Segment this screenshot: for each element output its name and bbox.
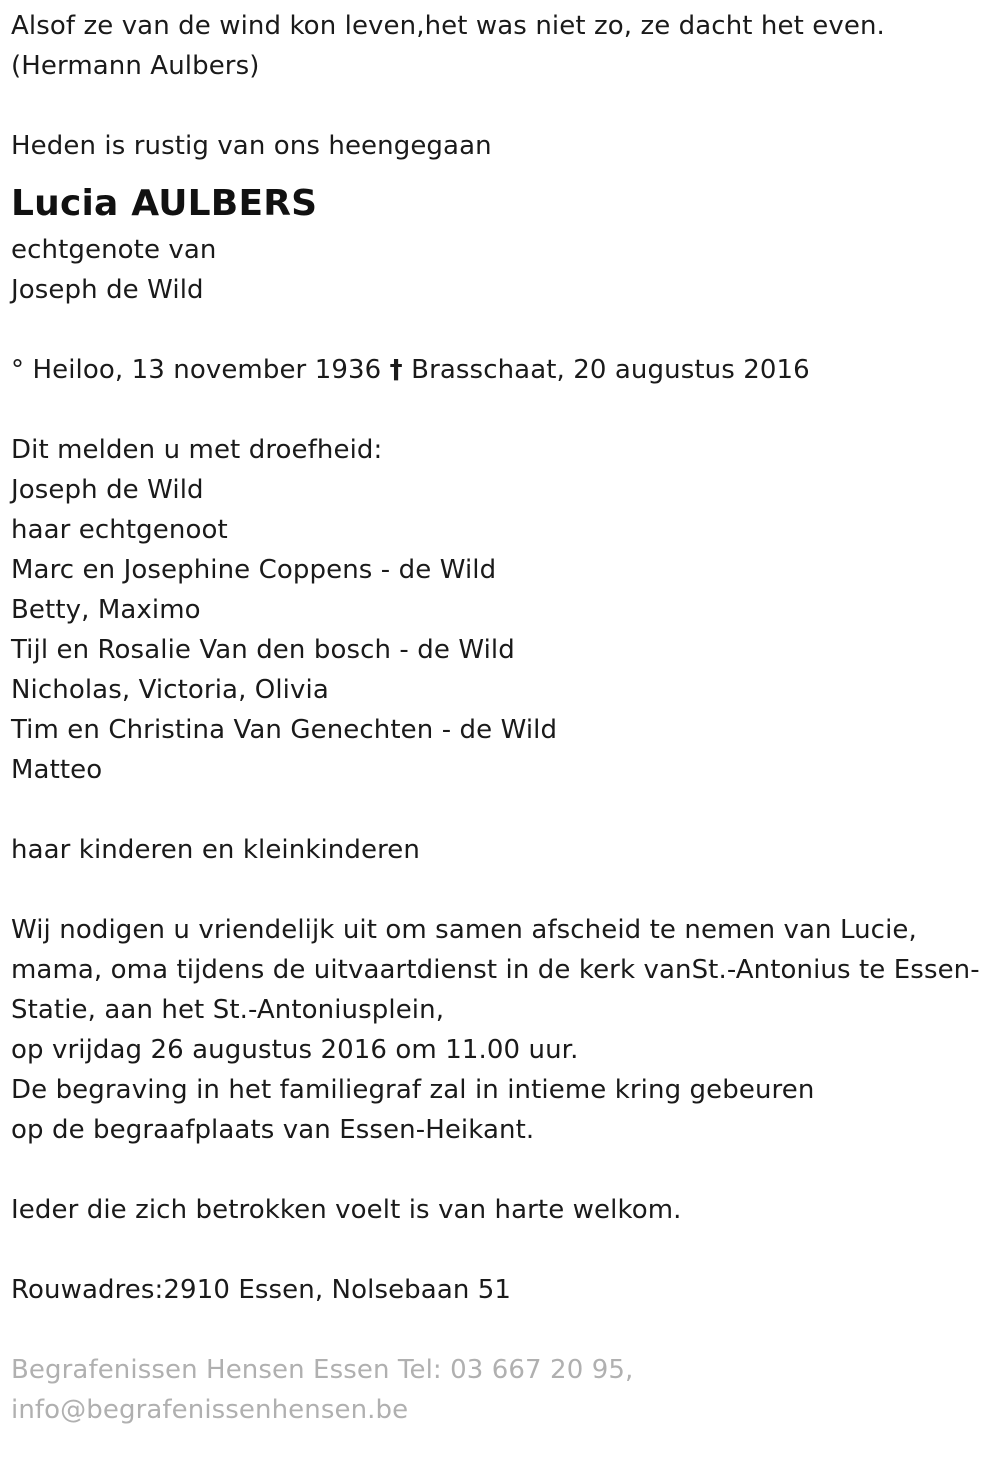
funeral-home-info: Begrafenissen Hensen Essen Tel: 03 667 20 95, bbox=[11, 1355, 634, 1385]
spacer bbox=[11, 1230, 996, 1270]
birth-date: ° Heiloo, 13 november 1936 bbox=[11, 355, 382, 385]
obituary-document bbox=[11, 6, 996, 1430]
invitation-line: De begraving in het familiegraf zal in intieme kring gebeuren bbox=[11, 1075, 815, 1105]
deceased-spouse: Joseph de Wild bbox=[11, 275, 204, 305]
family-line: Tim en Christina Van Genechten - de Wild bbox=[11, 715, 558, 745]
deceased-relation: echtgenote van bbox=[11, 235, 217, 265]
life-dates bbox=[11, 350, 996, 390]
quote-author: (Hermann Aulbers) bbox=[11, 51, 260, 81]
invitation-line: op de begraafplaats van Essen-Heikant. bbox=[11, 1115, 535, 1145]
spacer bbox=[11, 390, 996, 430]
spacer bbox=[11, 790, 996, 830]
invitation-line: mama, oma tijdens de uitvaartdienst in de kerk vanSt.-Antonius te Essen- bbox=[11, 955, 980, 985]
announcement-closing: haar kinderen en kleinkinderen bbox=[11, 835, 420, 865]
family-line: haar echtgenoot bbox=[11, 515, 228, 545]
death-date: Brasschaat, 20 augustus 2016 bbox=[411, 355, 810, 385]
spacer bbox=[11, 310, 996, 350]
spacer bbox=[11, 86, 996, 126]
spacer bbox=[11, 1310, 996, 1350]
spacer bbox=[11, 1150, 996, 1190]
family-line: Matteo bbox=[11, 755, 103, 785]
family-line: Marc en Josephine Coppens - de Wild bbox=[11, 555, 497, 585]
quote-line-1: Alsof ze van de wind kon leven,het was niet zo, ze dacht het even. bbox=[11, 11, 885, 41]
funeral-home-email: info@begrafenissenhensen.be bbox=[11, 1395, 409, 1425]
invitation-line: Wij nodigen u vriendelijk uit om samen afscheid te nemen van Lucie, bbox=[11, 915, 917, 945]
family-line: Betty, Maximo bbox=[11, 595, 201, 625]
intro-text: Heden is rustig van ons heengegaan bbox=[11, 131, 492, 161]
invitation-line: Statie, aan het St.-Antoniusplein, bbox=[11, 995, 445, 1025]
announcement-heading: Dit melden u met droefheid: bbox=[11, 435, 383, 465]
invitation-line: op vrijdag 26 augustus 2016 om 11.00 uur. bbox=[11, 1035, 579, 1065]
welcome-text: Ieder die zich betrokken voelt is van harte welkom. bbox=[11, 1195, 682, 1225]
mourning-address: Rouwadres:2910 Essen, Nolsebaan 51 bbox=[11, 1275, 512, 1305]
family-line: Tijl en Rosalie Van den bosch - de Wild bbox=[11, 635, 515, 665]
spacer bbox=[11, 870, 996, 910]
family-line: Nicholas, Victoria, Olivia bbox=[11, 675, 329, 705]
deceased-name: Lucia AULBERS bbox=[11, 183, 318, 224]
family-line: Joseph de Wild bbox=[11, 475, 204, 505]
cross-icon: † bbox=[389, 355, 403, 385]
